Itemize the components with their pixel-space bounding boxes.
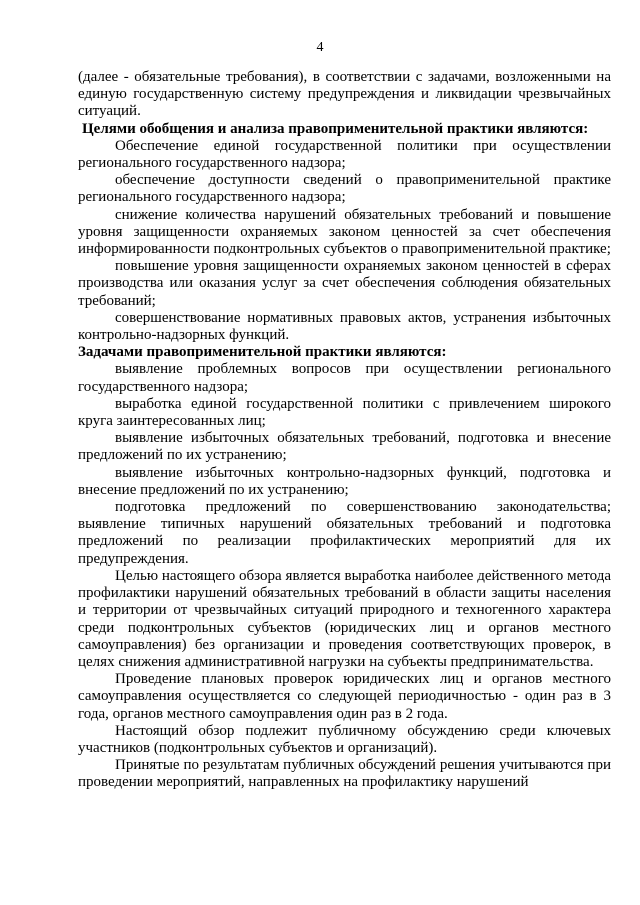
inspection-paragraph: Проведение плановых проверок юридических лиц и органов местного самоуправления осуществляется со следующей периодичностью - один раз в 3 года, органов местного самоуправления один раз в 2 года. xyxy=(78,671,611,722)
purpose-paragraph: Целью настоящего обзора является выработка наиболее действенного метода профилактики нарушений обязательных требований в области защиты населения и территории от чрезвычайных ситуаций природного и техногенного характера среди подконтрольных субъектов (юридических лиц и органов местного самоуправления) без организации и проведения соответствующих проверок, в целях снижения административной нагрузки на субъекты предпринимательства. xyxy=(78,567,611,670)
decisions-paragraph: Принятые по результатам публичных обсуждений решения учитываются при проведении мероприятий, направленных на профилактику нарушений xyxy=(78,757,611,791)
task-item: выработка единой государственной политики с привлечением широкого круга заинтересованных лиц; xyxy=(78,395,611,430)
document-body xyxy=(78,69,611,792)
discussion-paragraph: Настоящий обзор подлежит публичному обсуждению среди ключевых участников (подконтрольных субъектов и организаций). xyxy=(78,722,611,756)
tasks-heading: Задачами правоприменительной практики являются: xyxy=(78,344,447,361)
goal-item: снижение количества нарушений обязательных требований и повышение уровня защищенности охраняемых законом ценностей за счет обеспечения информированности подконтрольных субъектов о правоприменительной практике; xyxy=(78,206,611,258)
goal-item: Обеспечение единой государственной политики при осуществлении регионального государственного надзора; xyxy=(78,137,611,172)
goal-item: совершенствование нормативных правовых актов, устранения избыточных контрольно-надзорных функций. xyxy=(78,309,611,344)
intro-paragraph: (далее - обязательные требования), в соответствии с задачами, возложенными на единую государственную систему предупреждения и ликвидации чрезвычайных ситуаций. xyxy=(78,69,611,120)
goal-item: обеспечение доступности сведений о правоприменительной практике регионального государственного надзора; xyxy=(78,172,611,206)
task-item: выявление проблемных вопросов при осуществлении регионального государственного надзора; xyxy=(78,361,611,395)
task-item: подготовка предложений по совершенствованию законодательства; выявление типичных нарушений обязательных требований и подготовка предложений по реализации профилактических мероприятий для их предупреждения. xyxy=(78,499,611,567)
page-number: 4 xyxy=(316,40,324,55)
goal-item: повышение уровня защищенности охраняемых законом ценностей в сферах производства или оказания услуг за счет обеспечения соблюдения обязательных требований; xyxy=(78,258,611,309)
task-item: выявление избыточных контрольно-надзорных функций, подготовка и внесение предложений по их устранению; xyxy=(78,464,611,498)
task-item: выявление избыточных обязательных требований, подготовка и внесение предложений по их устранению; xyxy=(78,430,611,464)
goals-heading: Целями обобщения и анализа правоприменительной практики являются: xyxy=(82,120,589,137)
